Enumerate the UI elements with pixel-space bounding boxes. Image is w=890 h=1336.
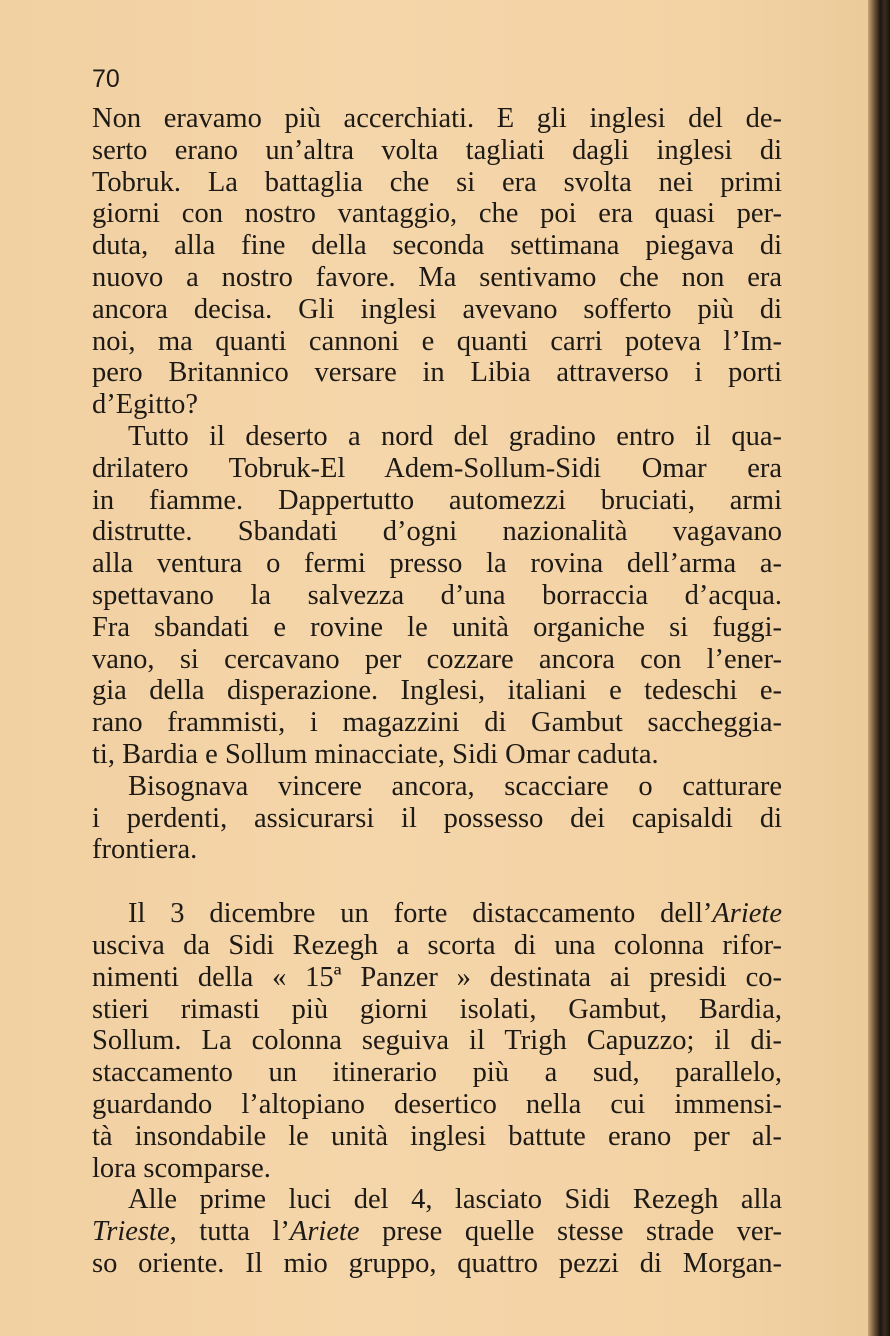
- text-line: staccamento un itinerario più a sud, parallelo,: [92, 1057, 782, 1089]
- text-line: rano frammisti, i magazzini di Gambut saccheggia-: [92, 707, 782, 739]
- text-line: guardando l’altopiano desertico nella cui immensi-: [92, 1088, 782, 1120]
- text-line: so oriente. Il mio gruppo, quattro pezzi di Morgan-: [92, 1247, 782, 1279]
- text-line: pero Britannico versare in Libia attraverso i porti: [92, 357, 782, 389]
- text-line: Bisognava vincere ancora, scacciare o catturare: [128, 770, 782, 802]
- text-line: noi, ma quanti cannoni e quanti carri poteva l’Im-: [92, 325, 782, 357]
- text-line: Tobruk. La battaglia che si era svolta nei primi: [92, 166, 782, 198]
- text-line: Sollum. La colonna seguiva il Trigh Capuzzo; il di-: [92, 1025, 782, 1057]
- text-line: i perdenti, assicurarsi il possesso dei capisaldi di: [92, 802, 782, 834]
- text-line: vano, si cercavano per cozzare ancora con l’ener-: [92, 643, 782, 675]
- text-line: drilatero Tobruk-El Adem-Sollum-Sidi Omar era: [92, 452, 782, 484]
- text-line: alla ventura o fermi presso la rovina dell’arma a-: [92, 548, 782, 580]
- text-line: Il 3 dicembre un forte distaccamento dell’Ariete: [128, 898, 782, 930]
- body-text: [92, 103, 782, 1280]
- text-line: stieri rimasti più giorni isolati, Gambut, Bardia,: [92, 993, 782, 1025]
- text-line: usciva da Sidi Rezegh a scorta di una colonna rifor-: [92, 929, 782, 961]
- book-spine-shadow: [868, 0, 890, 1336]
- paragraph: [92, 103, 782, 421]
- text-line: giorni con nostro vantaggio, che poi era quasi per-: [92, 198, 782, 230]
- text-line: Non eravamo più accerchiati. E gli inglesi del de-: [92, 103, 782, 134]
- text-line: ti, Bardia e Sollum minacciate, Sidi Omar caduta.: [92, 738, 659, 770]
- text-line: in fiamme. Dappertutto automezzi bruciati, armi: [92, 484, 782, 516]
- text-line: nuovo a nostro favore. Ma sentivamo che non era: [92, 261, 782, 293]
- paragraph: [92, 898, 782, 1184]
- text-line: tà insondabile le unità inglesi battute erano per al-: [92, 1120, 782, 1152]
- text-line: Fra sbandati e rovine le unità organiche si fuggi-: [92, 611, 782, 643]
- paragraph: [92, 1184, 782, 1279]
- text-line: serto erano un’altra volta tagliati dagli inglesi di: [92, 134, 782, 166]
- text-line: nimenti della « 15ª Panzer » destinata ai presidi co-: [92, 961, 782, 993]
- text-line: Alle prime luci del 4, lasciato Sidi Rezegh alla: [128, 1184, 782, 1216]
- page-number: 70: [92, 65, 120, 93]
- text-line: frontiera.: [92, 834, 198, 866]
- text-line: d’Egitto?: [92, 389, 199, 421]
- text-line: ancora decisa. Gli inglesi avevano sofferto più di: [92, 293, 782, 325]
- text-line: duta, alla fine della seconda settimana piegava di: [92, 230, 782, 262]
- text-line: gia della disperazione. Inglesi, italiani e tedeschi e-: [92, 675, 782, 707]
- text-line: distrutte. Sbandati d’ogni nazionalità vagavano: [92, 516, 782, 548]
- paragraph: [92, 771, 782, 866]
- text-line: Trieste, tutta l’Ariete prese quelle stesse strade ver-: [92, 1216, 782, 1248]
- text-line: Tutto il deserto a nord del gradino entro il qua-: [128, 420, 782, 452]
- text-line: spettavano la salvezza d’una borraccia d’acqua.: [92, 579, 782, 611]
- paragraph: [92, 421, 782, 771]
- section-gap: [92, 866, 782, 898]
- text-line: lora scomparse.: [92, 1152, 271, 1184]
